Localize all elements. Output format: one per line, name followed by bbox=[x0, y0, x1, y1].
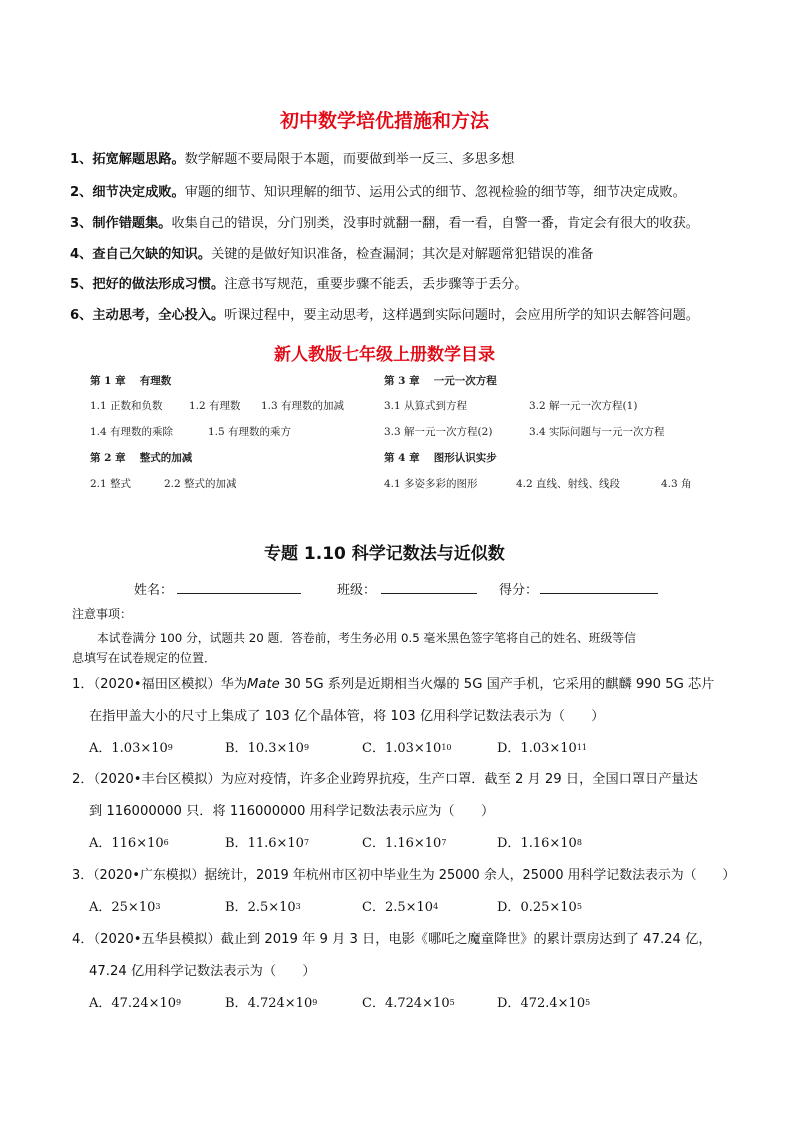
toc-entry: 1.1 正数和负数 bbox=[90, 400, 163, 412]
notes-line: 本试卷满分 100 分，试题共 20 题．答卷前，考生务必用 0.5 毫米黑色签字笔将自己的姓名、班级等信 bbox=[97, 631, 636, 645]
class-field[interactable] bbox=[381, 593, 477, 594]
tip-body: 注意书写规范，重要步骤不能丢，丢步骤等于丢分。 bbox=[224, 277, 528, 292]
option-label: A． bbox=[89, 836, 112, 851]
option-b[interactable] bbox=[225, 896, 301, 915]
tip-body: 审题的细节、知识理解的细节、运用公式的细节、忽视检验的细节等，细节决定成败。 bbox=[184, 185, 686, 200]
option-value: 1.03×10 bbox=[520, 741, 577, 756]
option-value: 1.16×10 bbox=[384, 836, 442, 851]
option-value: 2.5×10 bbox=[247, 900, 296, 915]
toc-entry: 1.2 有理数 bbox=[189, 400, 241, 412]
question-text: 1．（2020•福田区模拟）华为 bbox=[72, 677, 248, 692]
question-1-stem-line2: 在指甲盖大小的尺寸上集成了 103 亿个晶体管，将 103 亿用科学记数法表示为（ ） bbox=[89, 709, 605, 724]
tip-body: 数学解题不要局限于本题，而要做到举一反三、多思多想 bbox=[184, 152, 515, 167]
page-title: 初中数学培优措施和方法 bbox=[280, 110, 490, 132]
tip-number: 5、 bbox=[70, 277, 93, 292]
toc-entry: 1.3 有理数的加减 bbox=[261, 400, 345, 412]
option-a[interactable] bbox=[89, 737, 173, 756]
toc-chapter-1: 第 1 章 有理数 bbox=[90, 375, 172, 387]
tip-number: 6、 bbox=[70, 308, 93, 323]
option-exponent: 5 bbox=[449, 998, 455, 1007]
option-exponent: 9 bbox=[312, 998, 318, 1007]
question-4-stem-line2: 47.24 亿用科学记数法表示为（ ） bbox=[89, 964, 316, 979]
tip-lead: 查自己欠缺的知识。 bbox=[92, 247, 212, 262]
name-label: 姓名： bbox=[134, 583, 174, 598]
toc-entry: 3.3 解一元一次方程(2) bbox=[384, 426, 493, 438]
question-2-stem-line2: 到 116000000 只．将 116000000 用科学记数法表示应为（ ） bbox=[89, 804, 495, 819]
option-value: 2.5×10 bbox=[384, 900, 434, 915]
option-value: 0.25×10 bbox=[520, 900, 577, 915]
toc-title: 新人教版七年级上册数学目录 bbox=[274, 345, 495, 365]
question-4-stem: 4．（2020•五华县模拟）截止到 2019 年 9 月 3 日，电影《哪吒之魔童降世》的累计票房达到了 47.24 亿， bbox=[72, 932, 712, 947]
score-label: 得分： bbox=[499, 583, 539, 598]
option-c[interactable] bbox=[362, 896, 438, 915]
tip-item bbox=[70, 304, 699, 323]
notes-line: 息填写在试卷规定的位置． bbox=[72, 651, 217, 665]
option-d[interactable] bbox=[497, 737, 587, 756]
tip-body: 收集自己的错误，分门别类，没事时就翻一翻，看一看，自警一番，肯定会有很大的收获。 bbox=[171, 216, 699, 231]
option-value: 1.03×10 bbox=[111, 741, 168, 756]
toc-chapter-3: 第 3 章 一元一次方程 bbox=[384, 375, 497, 387]
question-3-stem: 3．（2020•广东模拟）据统计，2019 年杭州市区初中毕业生为 25000 余人，25000 用科学记数法表示为（ ） bbox=[72, 868, 736, 883]
option-label: B． bbox=[225, 900, 248, 915]
option-exponent: 9 bbox=[176, 998, 182, 1007]
tip-body: 关键的是做好知识准备，检查漏洞；其次是对解题常犯错误的准备 bbox=[211, 247, 594, 262]
toc-entry: 3.2 解一元一次方程(1) bbox=[529, 400, 638, 412]
option-label: A． bbox=[89, 741, 112, 756]
option-exponent: 7 bbox=[303, 838, 310, 847]
option-exponent: 11 bbox=[576, 743, 588, 752]
option-label: D． bbox=[497, 741, 521, 756]
option-d[interactable] bbox=[497, 832, 582, 851]
option-value: 4.724×10 bbox=[384, 996, 450, 1011]
exam-title: 专题 1.10 科学记数法与近似数 bbox=[264, 544, 505, 564]
option-exponent: 6 bbox=[163, 838, 169, 847]
option-value: 10.3×10 bbox=[247, 741, 304, 756]
question-text: 30 5G 系列是近期相当火爆的 5G 国产手机，它采用的麒麟 990 5G 芯片 bbox=[279, 677, 715, 692]
option-c[interactable] bbox=[362, 737, 452, 756]
tip-body: 听课过程中，要主动思考，这样遇到实际问题时，会应用所学的知识去解答问题。 bbox=[224, 308, 699, 323]
toc-entry: 4.3 角 bbox=[661, 478, 692, 490]
tip-item bbox=[70, 273, 528, 292]
option-label: C． bbox=[362, 836, 385, 851]
option-value: 472.4×10 bbox=[520, 996, 586, 1011]
option-value: 47.24×10 bbox=[111, 996, 177, 1011]
option-exponent: 5 bbox=[576, 902, 582, 911]
option-exponent: 9 bbox=[167, 743, 173, 752]
option-value: 25×10 bbox=[111, 900, 156, 915]
toc-entry: 1.4 有理数的乘除 bbox=[90, 426, 174, 438]
notes-title: 注意事项： bbox=[72, 607, 133, 621]
option-exponent: 3 bbox=[295, 902, 301, 911]
score-field[interactable] bbox=[540, 593, 658, 594]
option-value: 1.03×10 bbox=[384, 741, 442, 756]
option-b[interactable] bbox=[225, 992, 317, 1011]
option-label: D． bbox=[497, 836, 521, 851]
option-label: C． bbox=[362, 996, 385, 1011]
tip-lead: 把好的做法形成习惯。 bbox=[92, 277, 225, 292]
option-exponent: 10 bbox=[441, 743, 452, 752]
tip-number: 4、 bbox=[70, 247, 93, 262]
option-label: C． bbox=[362, 741, 385, 756]
option-exponent: 4 bbox=[433, 902, 439, 911]
option-b[interactable] bbox=[225, 737, 309, 756]
option-value: 116×10 bbox=[111, 836, 164, 851]
option-c[interactable] bbox=[362, 992, 455, 1011]
option-label: B． bbox=[225, 996, 248, 1011]
option-label: A． bbox=[89, 996, 112, 1011]
toc-entry: 3.4 实际问题与一元一次方程 bbox=[529, 426, 665, 438]
tip-item bbox=[70, 148, 514, 167]
option-a[interactable] bbox=[89, 896, 160, 915]
option-exponent: 8 bbox=[576, 838, 582, 847]
option-label: D． bbox=[497, 996, 521, 1011]
toc-chapter-4: 第 4 章 图形认识实步 bbox=[384, 452, 497, 464]
option-exponent: 7 bbox=[441, 838, 447, 847]
option-exponent: 5 bbox=[585, 998, 591, 1007]
toc-entry: 4.1 多姿多彩的图形 bbox=[384, 478, 478, 490]
tip-lead: 主动思考，全心投入。 bbox=[92, 308, 225, 323]
option-value: 1.16×10 bbox=[520, 836, 577, 851]
toc-entry: 2.2 整式的加减 bbox=[164, 478, 237, 490]
tip-number: 1、 bbox=[70, 152, 93, 167]
toc-entry: 1.5 有理数的乘方 bbox=[208, 426, 292, 438]
toc-chapter-2: 第 2 章 整式的加减 bbox=[90, 452, 193, 464]
option-d[interactable] bbox=[497, 992, 590, 1011]
toc-entry: 3.1 从算式到方程 bbox=[384, 400, 468, 412]
option-a[interactable] bbox=[89, 832, 169, 851]
option-value: 11.6×10 bbox=[247, 836, 304, 851]
tip-item bbox=[70, 181, 686, 200]
tip-number: 2、 bbox=[70, 185, 93, 200]
tip-item bbox=[70, 212, 699, 231]
option-value: 4.724×10 bbox=[247, 996, 313, 1011]
name-field[interactable] bbox=[177, 593, 301, 594]
toc-entry: 2.1 整式 bbox=[90, 478, 132, 490]
option-label: B． bbox=[225, 836, 248, 851]
option-exponent: 9 bbox=[303, 743, 310, 752]
option-label: C． bbox=[362, 900, 385, 915]
toc-entry: 4.2 直线、射线、线段 bbox=[516, 478, 621, 490]
tip-lead: 细节决定成败。 bbox=[92, 185, 185, 200]
class-label: 班级： bbox=[337, 583, 377, 598]
question-2-stem: 2．（2020•丰台区模拟）为应对疫情，许多企业跨界抗疫，生产口罩．截至 2 月 29 日，全国口罩日产量达 bbox=[72, 772, 698, 787]
option-exponent: 3 bbox=[155, 902, 161, 911]
option-label: B． bbox=[225, 741, 248, 756]
tip-number: 3、 bbox=[70, 216, 93, 231]
option-c[interactable] bbox=[362, 832, 446, 851]
option-label: A． bbox=[89, 900, 112, 915]
option-d[interactable] bbox=[497, 896, 582, 915]
question-text: Mate bbox=[247, 677, 280, 692]
tip-lead: 拓宽解题思路。 bbox=[92, 152, 185, 167]
option-label: D． bbox=[497, 900, 521, 915]
option-b[interactable] bbox=[225, 832, 309, 851]
tip-item bbox=[70, 243, 594, 262]
tip-lead: 制作错题集。 bbox=[92, 216, 172, 231]
option-a[interactable] bbox=[89, 992, 181, 1011]
question-1-stem bbox=[72, 673, 714, 692]
